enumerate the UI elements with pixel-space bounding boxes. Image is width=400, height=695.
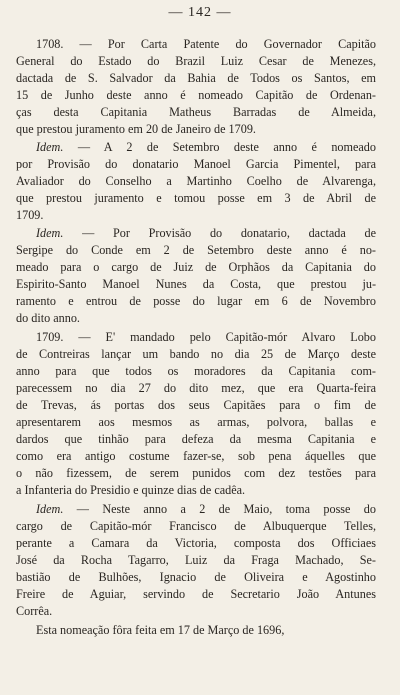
text-line: de Contreiras lançar um bando no dia 25 de Março deste (16, 347, 376, 361)
text-line: cargo de Capitão-mór Francisco de Albuquerque Telles, (16, 519, 376, 533)
text-line: Avaliador do Conselho a Martinho Coelho de Alvarenga, (16, 174, 376, 188)
text-line: anno para que todos os moradores da Capitania com- (16, 364, 376, 378)
text-line: a Infanteria do Presidio e quinze dias de cadêa. (16, 483, 246, 497)
idem-heading: Idem. (36, 226, 64, 240)
text-line: Idem. — A 2 de Setembro deste anno é nomeado (36, 140, 376, 154)
text-line: de Trevas, ás portas dos seus Capitães para o fim de (16, 398, 376, 412)
text-line: dardos que tinhão para defeza da mesma Capitania e (16, 432, 376, 446)
text-line: perante a Camara da Victoria, composta dos Officiaes (16, 536, 376, 550)
text-line: Sergipe do Conde em 2 de Setembro deste anno é no- (16, 243, 376, 257)
text-line: o não fizessem, de serem punidos com dez testões para (16, 466, 376, 480)
text-line: Corrêa. (16, 604, 53, 618)
text-line: 1709. (16, 208, 44, 222)
text-line: ramento e entrou de posse do lugar em 6 de Novembro (16, 294, 376, 308)
text-line: 15 de Junho deste anno é nomeado Capitão de Ordenan- (16, 88, 376, 102)
text-line: Idem. — Por Provisão do donatario, dactada de (36, 226, 376, 240)
text-line: Esta nomeação fôra feita em 17 de Março de 1696, (36, 623, 285, 637)
text-line: 1708. — Por Carta Patente do Governador Capitão (36, 37, 376, 51)
text-line: Idem. — Neste anno a 2 de Maio, toma posse do (36, 502, 376, 516)
text-line: que prestou juramento e tomou posse em 3 de Abril de (16, 191, 376, 205)
text-line: bastião de Bulhões, Ignacio de Oliveira e Agostinho (16, 570, 376, 584)
text-line: ças desta Capitania Matheus Barradas de Almeida, (16, 105, 376, 119)
idem-heading: Idem. (36, 140, 64, 154)
page-number: — 142 — (168, 5, 232, 20)
text-line: dactada de S. Salvador da Bahia de Todos os Santos, em (16, 71, 376, 85)
text-line: meado para o cargo de Juiz de Orphãos da Capitania do (16, 260, 376, 274)
text-line: do dito anno. (16, 311, 80, 325)
text-line: que prestou juramento em 20 de Janeiro de 1709. (16, 122, 256, 136)
text-line: General do Estado do Brazil Luiz Cesar de Menezes, (16, 54, 376, 68)
text-line: Espirito-Santo Manoel Nunes da Costa, que prestou ju- (16, 277, 376, 291)
idem-heading: Idem. (36, 502, 64, 516)
text-line: José da Rocha Tagarro, Luiz da Fraga Machado, Se- (16, 553, 376, 567)
text-line: parecessem no dia 27 do dito mez, que era Quarta-feira (16, 381, 376, 395)
text-line: apresentarem aos mesmos as armas, polvora, ballas e (16, 415, 376, 429)
text-line: como era antigo costume fazer-se, sob pena áquelles que (16, 449, 376, 463)
text-line: por Provisão do donatario Manoel Garcia Pimentel, para (16, 157, 376, 171)
text-line: Freire de Aguiar, servindo de Secretario João Antunes (16, 587, 376, 601)
text-line: 1709. — E' mandado pelo Capitão-mór Alvaro Lobo (36, 330, 376, 344)
